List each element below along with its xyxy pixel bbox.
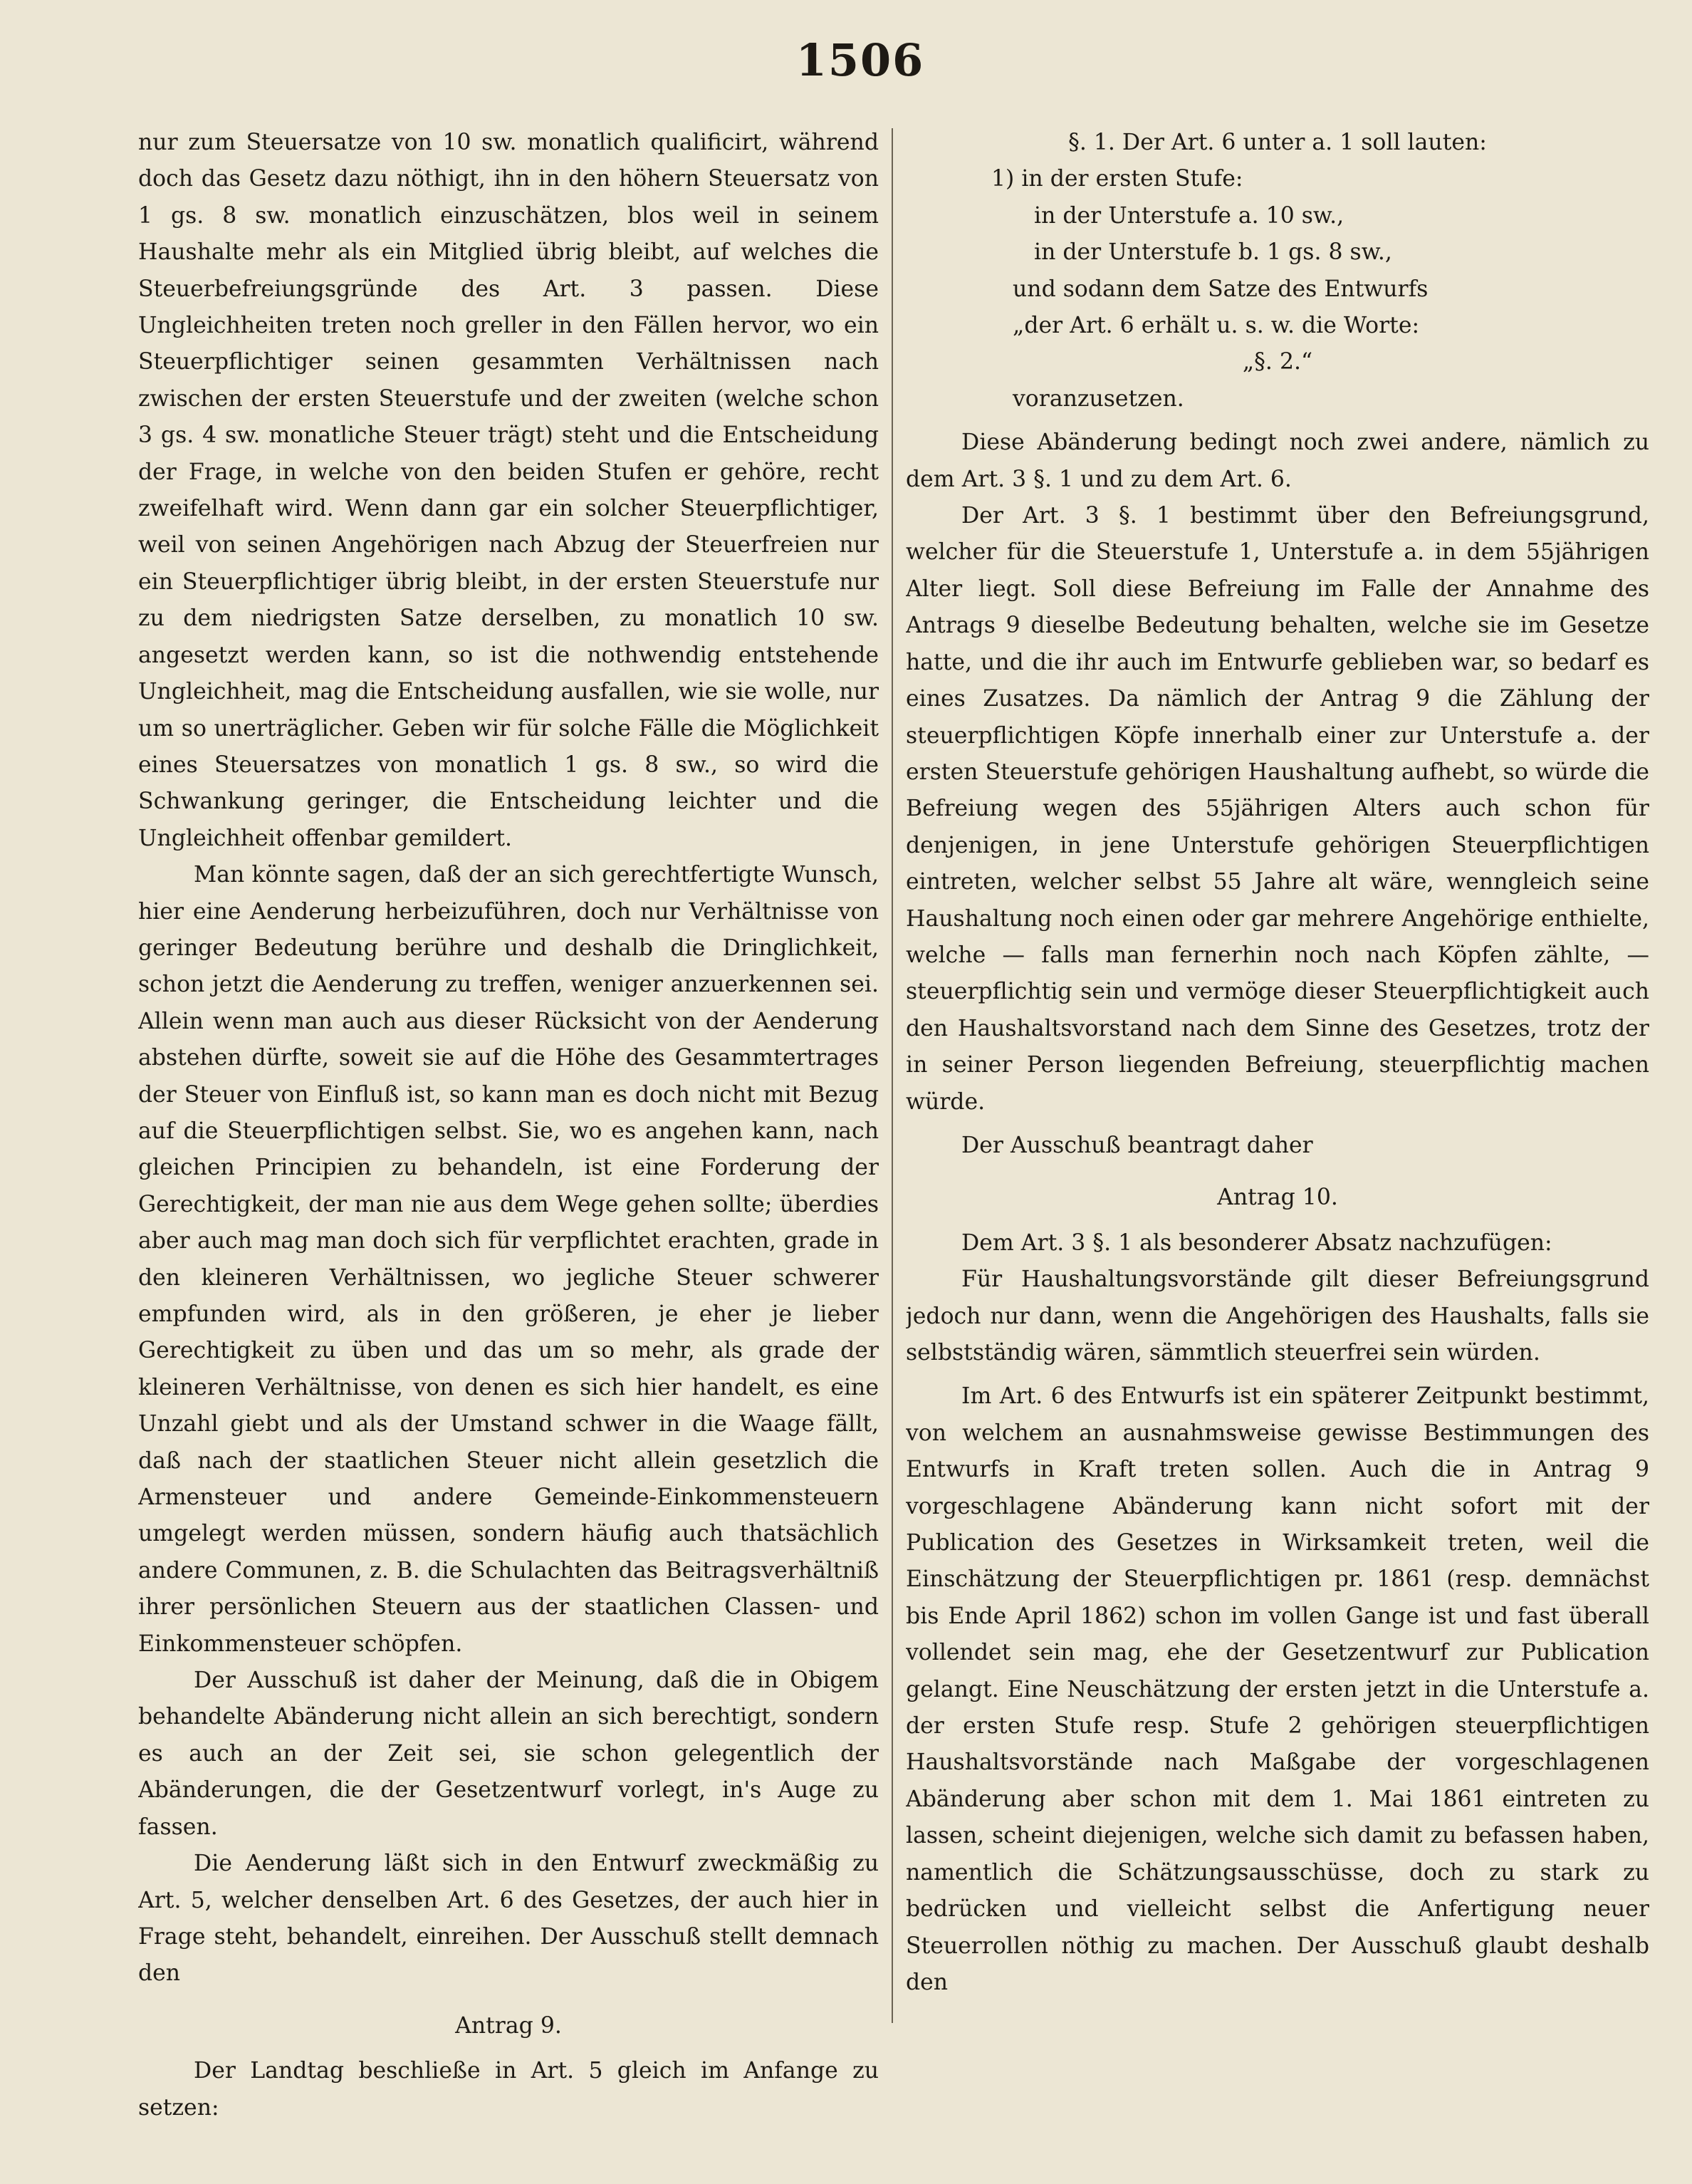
voranzusetzen-line: voranzusetzen. <box>1013 385 1184 412</box>
section-line: §. 1. Der Art. 6 unter a. 1 soll lauten: <box>1068 130 1487 155</box>
sodann-line: und sodann dem Satze des Entwurfs <box>1013 276 1429 302</box>
page-number: 1506 <box>795 34 925 86</box>
body-paragraph: Der Art. 3 §. 1 bestimmt über den Befreiungsgrund, welcher für die Steuerstufe 1, Unterstufe a. in dem 55jährigen Alter liegt. Soll diese Befreiung im Falle der Annahme des Antrags 9 dieselbe Bedeutung behalten, welche sie im Gesetze hatte, und die ihr auch im Entwurfe geblieben war, so bedarf es eines Zusatzes. Da nämlich der Antrag 9 die Zählung der steuerpflichtigen Köpfe innerhalb einer zur Unterstufe a. der ersten Steuerstufe gehörigen Haushaltung aufhebt, so würde die Befreiung wegen des 55jährigen Alters auch schon für denjenigen, in jene Unterstufe gehörigen Steuerpflichtigen eintreten, welcher selbst 55 Jahre alt wäre, wenngleich seine Haushaltung noch einen oder gar mehrere Angehörige enthielte, welche — falls man fernerhin noch nach Köpfen zählte, — steuerpflichtig sein und vermöge dieser Steuerpflichtigkeit auch den Haushaltsvorstand nach dem Sinne des Gesetzes, trotz der in seiner Person liegenden Befreiung, steuerpflichtig machen würde. <box>906 503 1649 1115</box>
body-paragraph: Der Ausschuß ist daher der Meinung, daß die in Obigem behandelte Abänderung nicht allein an sich berechtigt, sondern es auch an der Zeit sei, sie schon gelegentlich der Abänderungen, die der Gesetzentwurf vorlegt, in's Auge zu fassen. <box>138 1668 879 1840</box>
stufe-line: 1) in der ersten Stufe: <box>991 166 1243 192</box>
quote-paragraph-sign: „§. 2.“ <box>1242 349 1313 375</box>
quote-start-line: „der Art. 6 erhält u. s. w. die Worte: <box>1013 313 1420 339</box>
unterstufe-b-line: in der Unterstufe b. 1 gs. 8 sw., <box>1034 239 1392 266</box>
body-paragraph: Diese Abänderung bedingt noch zwei andere, nämlich zu dem Art. 3 §. 1 und zu dem Art. 6. <box>906 430 1649 492</box>
antrag-text: Der Landtag beschließe in Art. 5 gleich im Anfange zu setzen: <box>138 2058 879 2121</box>
body-paragraph: Der Ausschuß beantragt daher <box>961 1132 1313 1158</box>
antrag-intro: Dem Art. 3 §. 1 als besonderer Absatz nachzufügen: <box>961 1229 1552 1256</box>
body-paragraph: Man könnte sagen, daß der an sich gerechtfertigte Wunsch, hier eine Aenderung herbeizuführen, doch nur Verhältnisse von geringer Bedeutung berühre und deshalb die Dringlichkeit, schon jetzt die Aenderung zu treffen, weniger anzuerkennen sei. Allein wenn man auch aus dieser Rücksicht von der Aenderung abstehen dürfte, soweit sie auf die Höhe des Gesammtertrages der Steuer von Einfluß ist, so kann man es doch nicht mit Bezug auf die Steuerpflichtigen selbst. Sie, wo es angehen kann, nach gleichen Principien zu behandeln, ist eine Forderung der Gerechtigkeit, der man nie aus dem Wege gehen sollte; überdies aber auch mag man doch sich für verpflichtet erachten, grade in den kleineren Verhältnissen, wo jegliche Steuer schwerer empfunden wird, als in den größeren, je eher je lieber Gerechtigkeit zu üben und das um so mehr, als grade der kleineren Verhältnisse, von denen es sich hier handelt, es eine Unzahl giebt und als der Umstand schwer in die Waage fällt, daß nach der staatlichen Steuer nicht allein gesetzlich die Armensteuer und andere Gemeinde-Einkommensteuern umgelegt werden müssen, sondern häufig auch thatsächlich andere Communen, z. B. die Schulachten das Beitragsverhältniß ihrer persönlichen Steuern aus der staatlichen Classen- und Einkommensteuer schöpfen. <box>138 862 879 1657</box>
unterstufe-a-line: in der Unterstufe a. 10 sw., <box>1034 202 1344 229</box>
right-column <box>906 125 1649 2141</box>
column-divider <box>892 128 893 2023</box>
antrag-heading: Antrag 10. <box>1217 1185 1338 1211</box>
body-paragraph: Im Art. 6 des Entwurfs ist ein späterer Zeitpunkt bestimmt, von welchem an ausnahmsweise gewisse Bestimmungen des Entwurfs in Kraft treten sollen. Auch die in Antrag 9 vorgeschlagene Abänderung kann nicht sofort mit der Publication des Gesetzes in Wirksamkeit treten, weil die Einschätzung der Steuerpflichtigen pr. 1861 (resp. demnächst bis Ende April 1862) schon im vollen Gange ist und fast überall vollendet sein mag, ehe der Gesetzentwurf zur Publication gelangt. Eine Neuschätzung der ersten jetzt in die Unterstufe a. der ersten Stufe resp. Stufe 2 gehörigen steuerpflichtigen Haushaltsvorstände nach Maßgabe der vorgeschlagenen Abänderung aber schon mit dem 1. Mai 1861 eintreten zu lassen, scheint diejenigen, welche sich damit zu befassen haben, namentlich die Schätzungsausschüsse, doch zu stark zu bedrücken und vielleicht selbst die Anfertigung neuer Steuerrollen nöthig zu machen. Der Ausschuß glaubt deshalb den <box>906 1383 1649 1995</box>
body-paragraph: Die Aenderung läßt sich in den Entwurf zweckmäßig zu Art. 5, welcher denselben Art. 6 des Gesetzes, der auch hier in Frage steht, behandelt, einreihen. Der Ausschuß stellt demnach den <box>138 1851 879 1987</box>
antrag-text: Für Haushaltungsvorstände gilt dieser Befreiungsgrund jedoch nur dann, wenn die Angehörigen des Haushalts, falls sie selbstständig wären, sämmtlich steuerfrei sein würden. <box>906 1267 1649 1366</box>
left-column <box>138 125 879 2141</box>
antrag-heading: Antrag 9. <box>455 2012 562 2039</box>
body-paragraph: nur zum Steuersatze von 10 sw. monatlich qualificirt, während doch das Gesetz dazu nöthigt, ihn in den höhern Steuersatz von 1 gs. 8 sw. monatlich einzuschätzen, blos weil in seinem Haushalte mehr als ein Mitglied übrig bleibt, auf welches die Steuerbefreiungsgründe des Art. 3 passen. Diese Ungleichheiten treten noch greller in den Fällen hervor, wo ein Steuerpflichtiger seinen gesammten Verhältnissen nach zwischen der ersten Steuerstufe und der zweiten (welche schon 3 gs. 4 sw. monatliche Steuer trägt) steht und die Entscheidung der Frage, in welche von den beiden Stufen er gehöre, recht zweifelhaft wird. Wenn dann gar ein solcher Steuerpflichtiger, weil von seinen Angehörigen nach Abzug der Steuerfreien nur ein Steuerpflichtiger übrig bleibt, in der ersten Steuerstufe nur zu dem niedrigsten Satze derselben, zu monatlich 10 sw. angesetzt werden kann, so ist die nothwendig entstehende Ungleichheit, mag die Entscheidung ausfallen, wie sie wolle, nur um so unerträglicher. Geben wir für solche Fälle die Möglichkeit eines Steuersatzes von monatlich 1 gs. 8 sw., so wird die Schwankung geringer, die Entscheidung leichter und die Ungleichheit offenbar gemildert. <box>138 130 879 851</box>
